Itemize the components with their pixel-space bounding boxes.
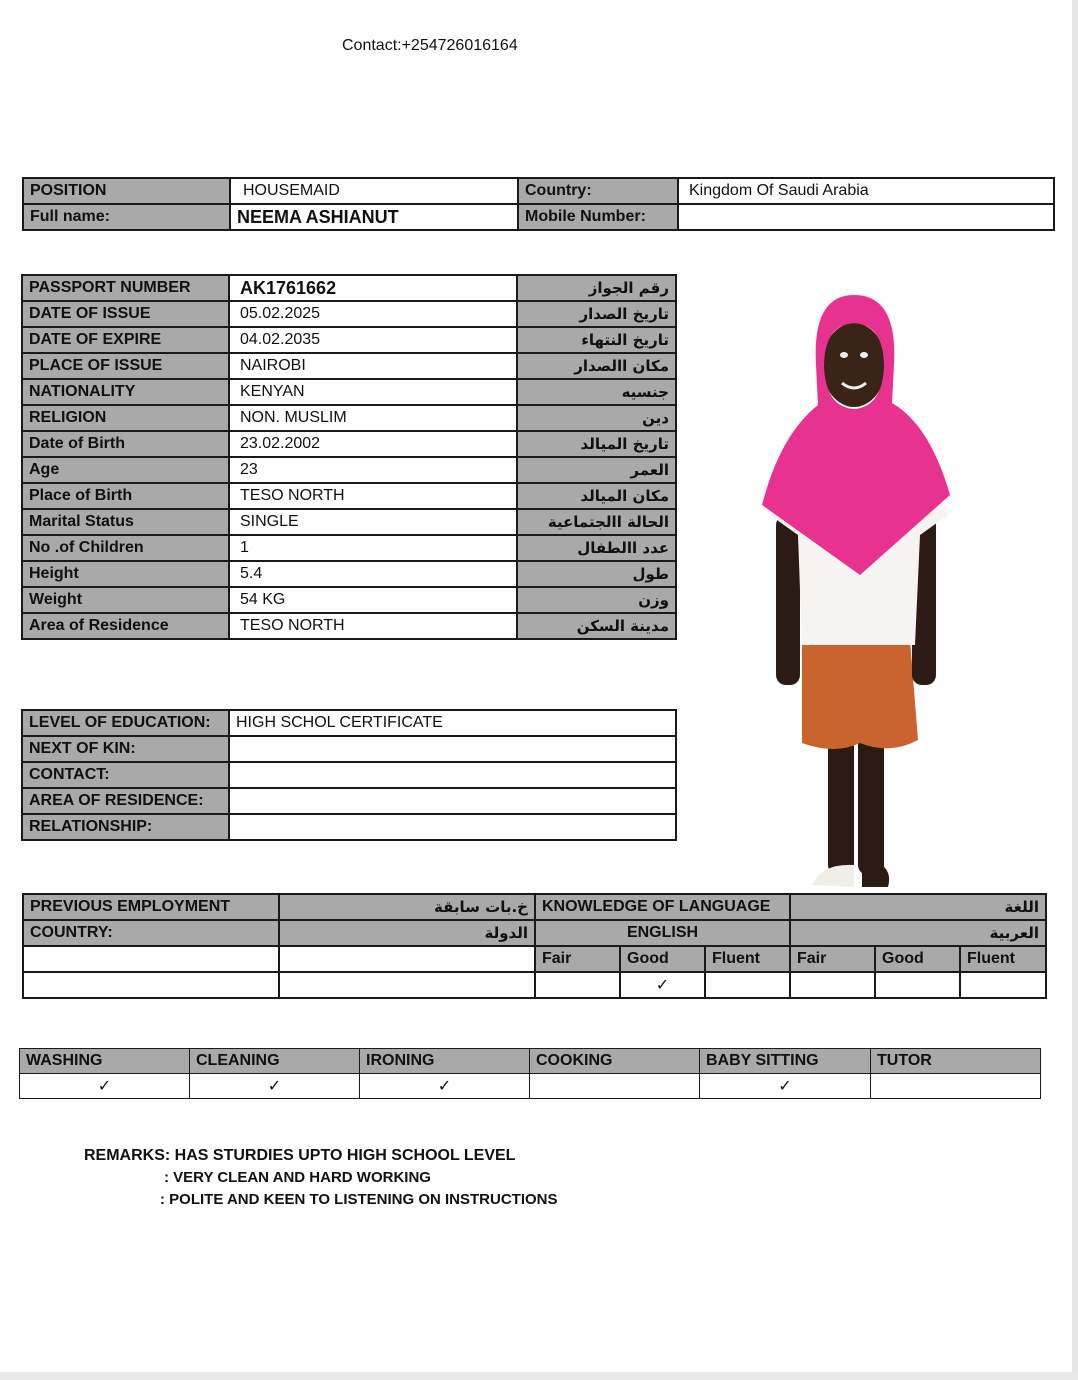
education-row xyxy=(22,736,676,762)
personal-arabic-label: مدينة السكن xyxy=(517,613,676,639)
personal-label: Area of Residence xyxy=(22,613,229,639)
employment-cell xyxy=(23,972,279,998)
education-row xyxy=(22,762,676,788)
personal-label: Height xyxy=(22,561,229,587)
personal-label: Marital Status xyxy=(22,509,229,535)
education-row xyxy=(22,814,676,840)
personal-row xyxy=(22,457,676,483)
personal-arabic-label: مكان االصدار xyxy=(517,353,676,379)
remarks-line: REMARKS: HAS STURDIES UPTO HIGH SCHOOL LEVEL xyxy=(84,1147,516,1164)
personal-arabic-label: تاريخ الصدار xyxy=(517,301,676,327)
country-label: Country: xyxy=(518,178,678,204)
personal-row xyxy=(22,587,676,613)
candidate-photo xyxy=(740,285,970,895)
skill-tutor-header: TUTOR xyxy=(871,1049,1041,1074)
english-fair-mark xyxy=(535,972,620,998)
skill-washing-header: WASHING xyxy=(20,1049,190,1074)
country-value: Kingdom Of Saudi Arabia xyxy=(678,178,1054,204)
level-fluent: Fluent xyxy=(705,946,790,972)
personal-label: Age xyxy=(22,457,229,483)
language-arabic-label: اللغة xyxy=(790,894,1046,920)
personal-table xyxy=(21,274,677,640)
personal-value: NON. MUSLIM xyxy=(229,405,517,431)
personal-value: KENYAN xyxy=(229,379,517,405)
education-label: NEXT OF KIN: xyxy=(22,736,229,762)
english-label: ENGLISH xyxy=(535,920,790,946)
personal-value: 23.02.2002 xyxy=(229,431,517,457)
fullname-label: Full name: xyxy=(23,204,230,230)
position-label: POSITION xyxy=(23,178,230,204)
employment-language-table xyxy=(22,893,1047,999)
personal-label: Place of Birth xyxy=(22,483,229,509)
personal-label: PASSPORT NUMBER xyxy=(22,275,229,301)
skill-baby-sitting-mark: ✓ xyxy=(700,1074,871,1099)
level-good: Good xyxy=(875,946,960,972)
skill-cleaning-header: CLEANING xyxy=(190,1049,360,1074)
personal-arabic-label: تاريخ الميالد xyxy=(517,431,676,457)
education-row xyxy=(22,710,676,736)
education-value: HIGH SCHOL CERTIFICATE xyxy=(229,710,676,736)
mobile-label: Mobile Number: xyxy=(518,204,678,230)
personal-arabic-label: وزن xyxy=(517,587,676,613)
education-table xyxy=(21,709,677,841)
level-fair: Fair xyxy=(535,946,620,972)
knowledge-of-language-label: KNOWLEDGE OF LANGUAGE xyxy=(535,894,790,920)
remarks-line: : VERY CLEAN AND HARD WORKING xyxy=(164,1169,431,1186)
skill-cooking-header: COOKING xyxy=(530,1049,700,1074)
personal-label: NATIONALITY xyxy=(22,379,229,405)
personal-row xyxy=(22,327,676,353)
personal-value: 04.02.2035 xyxy=(229,327,517,353)
education-label: CONTACT: xyxy=(22,762,229,788)
personal-label: DATE OF ISSUE xyxy=(22,301,229,327)
fullname-value: NEEMA ASHIANUT xyxy=(230,204,518,230)
personal-arabic-label: جنسيه xyxy=(517,379,676,405)
english-fluent-mark xyxy=(705,972,790,998)
personal-label: RELIGION xyxy=(22,405,229,431)
personal-label: Date of Birth xyxy=(22,431,229,457)
skill-cleaning-mark: ✓ xyxy=(190,1074,360,1099)
personal-arabic-label: رقم الجواز xyxy=(517,275,676,301)
header-table xyxy=(22,177,1055,231)
education-row xyxy=(22,788,676,814)
personal-value: AK1761662 xyxy=(229,275,517,301)
level-good: Good xyxy=(620,946,705,972)
personal-row xyxy=(22,483,676,509)
personal-value: 5.4 xyxy=(229,561,517,587)
personal-arabic-label: مكان الميالد xyxy=(517,483,676,509)
personal-arabic-label: الحالة االجتماعية xyxy=(517,509,676,535)
personal-value: 1 xyxy=(229,535,517,561)
personal-row xyxy=(22,613,676,639)
contact-line: Contact:+254726016164 xyxy=(342,37,518,54)
skill-washing-mark: ✓ xyxy=(20,1074,190,1099)
skill-ironing-mark: ✓ xyxy=(360,1074,530,1099)
personal-arabic-label: تاريخ النتهاء xyxy=(517,327,676,353)
personal-row xyxy=(22,353,676,379)
page-edge-bottom xyxy=(0,1372,1078,1380)
employment-cell xyxy=(279,972,535,998)
personal-row xyxy=(22,561,676,587)
personal-row xyxy=(22,301,676,327)
personal-row xyxy=(22,509,676,535)
personal-row xyxy=(22,379,676,405)
skills-table xyxy=(19,1048,1041,1099)
personal-arabic-label: العمر xyxy=(517,457,676,483)
position-value: HOUSEMAID xyxy=(230,178,518,204)
skill-ironing-header: IRONING xyxy=(360,1049,530,1074)
arabic-fluent-mark xyxy=(960,972,1046,998)
arabic-fair-mark xyxy=(790,972,875,998)
english-good-mark: ✓ xyxy=(620,972,705,998)
previous-employment-arabic: خ.بات سابقة xyxy=(279,894,535,920)
personal-row xyxy=(22,431,676,457)
personal-label: Weight xyxy=(22,587,229,613)
education-value xyxy=(229,736,676,762)
employment-country-label: COUNTRY: xyxy=(23,920,279,946)
personal-value: 54 KG xyxy=(229,587,517,613)
personal-value: TESO NORTH xyxy=(229,613,517,639)
employment-country-arabic: الدولة xyxy=(279,920,535,946)
arabic-language-label: العربية xyxy=(790,920,1046,946)
personal-row xyxy=(22,405,676,431)
personal-arabic-label: دين xyxy=(517,405,676,431)
education-value xyxy=(229,788,676,814)
personal-value: 05.02.2025 xyxy=(229,301,517,327)
personal-row xyxy=(22,275,676,301)
arabic-good-mark xyxy=(875,972,960,998)
personal-value: TESO NORTH xyxy=(229,483,517,509)
education-value xyxy=(229,762,676,788)
skill-cooking-mark xyxy=(530,1074,700,1099)
personal-arabic-label: عدد االطفال xyxy=(517,535,676,561)
skill-baby-sitting-header: BABY SITTING xyxy=(700,1049,871,1074)
personal-arabic-label: طول xyxy=(517,561,676,587)
personal-label: No .of Children xyxy=(22,535,229,561)
education-label: RELATIONSHIP: xyxy=(22,814,229,840)
education-label: LEVEL OF EDUCATION: xyxy=(22,710,229,736)
level-fair: Fair xyxy=(790,946,875,972)
mobile-value xyxy=(678,204,1054,230)
employment-cell xyxy=(279,946,535,972)
education-label: AREA OF RESIDENCE: xyxy=(22,788,229,814)
skill-tutor-mark xyxy=(871,1074,1041,1099)
personal-label: PLACE OF ISSUE xyxy=(22,353,229,379)
personal-value: NAIROBI xyxy=(229,353,517,379)
personal-label: DATE OF EXPIRE xyxy=(22,327,229,353)
education-value xyxy=(229,814,676,840)
personal-value: SINGLE xyxy=(229,509,517,535)
personal-row xyxy=(22,535,676,561)
remarks-section xyxy=(84,1145,558,1211)
remarks-line: : POLITE AND KEEN TO LISTENING ON INSTRUCTIONS xyxy=(160,1191,558,1208)
employment-cell xyxy=(23,946,279,972)
previous-employment-label: PREVIOUS EMPLOYMENT xyxy=(23,894,279,920)
personal-value: 23 xyxy=(229,457,517,483)
level-fluent: Fluent xyxy=(960,946,1046,972)
page-edge-right xyxy=(1072,0,1078,1380)
